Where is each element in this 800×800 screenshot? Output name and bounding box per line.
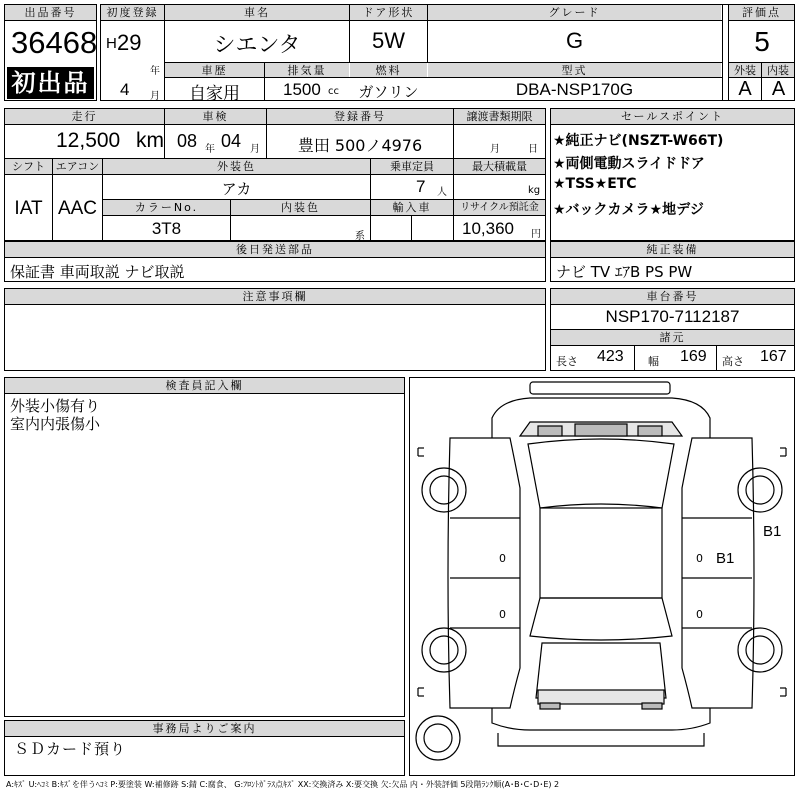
color-no-header: カラーNo. [103,200,230,215]
transfer-day-unit: 日 [528,144,538,155]
shift-value: IAT [14,198,43,219]
panel-zero: 0 [499,552,506,565]
sales-point-line: ★バックカメラ★地デジ [553,202,704,218]
reg-number-header: 登録番号 [267,109,453,124]
transfer-doc-header: 譲渡書類期限 [454,109,545,124]
length-value: 423 [597,348,624,365]
fuel-value: ガソリン [358,83,419,101]
sales-point-line: ★TSS★ETC [553,176,637,192]
int-grade-header: 内装 [762,63,794,77]
sales-points [550,108,795,241]
mileage-unit: km [136,129,164,152]
displacement-value: 1500 [283,80,321,99]
sales-point-line: ★両側電動スライドドア [553,156,705,172]
damage-mark-b1: B1 [716,550,735,567]
damage-diagram [409,377,795,776]
car-name-header: 車名 [165,5,349,20]
score-header: 評価点 [729,5,794,20]
sales-point-line: ★純正ナビ(NSZT-W66T) [553,133,724,149]
int-grade-value: A [771,78,786,100]
first-reg-era: H [106,35,117,52]
capacity-value: 7 [416,177,426,196]
aircon-header: エアコン [53,159,102,174]
max-load-unit: kg [528,185,541,196]
dimensions-header: 諸元 [551,330,794,345]
displacement-unit: cc [328,86,339,97]
max-load-header: 最大積載量 [454,159,545,174]
ext-color-value: アカ [221,180,252,198]
chassis-value: NSP170-7112187 [605,307,740,326]
door-header: ドア形状 [350,5,427,20]
import-header: 輸入車 [371,200,453,215]
door-value: 5W [372,28,405,53]
later-parts-header: 後日発送部品 [5,242,545,257]
office-header: 事務局よりご案内 [5,721,404,736]
sales-points-header: セールスポイント [551,109,794,124]
mileage-value: 12,500 [56,129,121,152]
ext-color-header: 外装色 [103,159,370,174]
inspector-line: 室内内張傷小 [10,415,101,433]
panel-zero: 0 [499,608,506,621]
panel-zero: 0 [696,608,703,621]
inspection-month: 04 [221,131,242,151]
score-value: 5 [754,26,770,57]
inspector-header: 検査員記入欄 [5,378,404,393]
inspection-year-unit: 年 [205,144,215,155]
recycle-unit: 円 [531,229,541,240]
capacity-unit: 人 [437,187,447,198]
first-reg-month-unit: 月 [150,91,160,102]
equipment-header: 純正装備 [551,242,794,257]
notes-header: 注意事項欄 [5,289,545,304]
shift-header: シフト [5,159,52,174]
damage-mark-b1: B1 [763,523,782,540]
car-diagram [410,378,794,775]
fuel-header: 燃料 [350,63,427,77]
displacement-header: 排気量 [265,63,349,77]
first-reg-year-unit: 年 [150,66,160,77]
grade-value: G [565,28,584,53]
model-header: 型式 [428,63,721,77]
ext-grade-header: 外装 [729,63,761,77]
mileage-header: 走行 [5,109,164,124]
color-no-value: 3T8 [151,219,182,238]
equipment-value: ナビ TV ｴｱB PS PW [556,263,693,281]
inspection-month-unit: 月 [250,144,260,155]
width-value: 169 [680,348,707,365]
height-value: 167 [760,348,787,365]
int-color-unit: 系 [355,231,365,242]
legend-text: A:ｷｽﾞ U:ﾍｺﾐ B:ｷｽﾞを伴うﾍｺﾐ P:要塗装 W:補修跡 S:錆 C:腐食、 G:ﾌﾛﾝﾄｶﾞﾗｽ点ｷｽﾞ XX:交換済み X:要交換 欠:欠品 内・外装評価 5段階ﾗﾝｸ順(A･B･C･D･E) 2 [6,780,560,789]
history-header: 車歴 [165,63,264,77]
inspector-line: 外装小傷有り [10,397,101,415]
height-label: 高さ [722,355,744,368]
recycle-header: リサイクル預託金 [454,200,545,215]
ext-grade-value: A [738,78,752,100]
lot-header: 出品番号 [5,5,96,21]
recycle-value: 10,360 [462,219,514,238]
inspection-header: 車検 [165,109,266,124]
office-value: ＳＤカード預り [14,740,127,758]
model-value: DBA-NSP170G [515,80,634,99]
car-name-value: シエンタ [213,33,301,58]
lot-number: 36468 [11,25,98,60]
first-reg-year: 29 [117,30,142,55]
inspection-year: 08 [177,131,198,151]
first-listing-badge: 初出品 [7,67,94,99]
int-color-header: 内装色 [231,200,370,215]
chassis-header: 車台番号 [551,289,794,304]
width-label: 幅 [648,355,659,368]
length-label: 長さ [556,355,578,368]
lot-block [4,4,97,101]
transfer-month-unit: 月 [490,144,500,155]
aircon-value: AAC [57,198,98,219]
grade-header: グレード [428,5,721,20]
panel-zero: 0 [696,552,703,565]
reg-number-value: 豊田 500ノ4976 [297,136,423,155]
first-reg-month: 4 [120,80,130,99]
history-value: 自家用 [189,84,240,104]
later-parts-value: 保証書 車両取説 ナビ取説 [10,263,185,281]
capacity-header: 乗車定員 [371,159,453,174]
first-reg-header: 初度登録 [101,5,164,20]
